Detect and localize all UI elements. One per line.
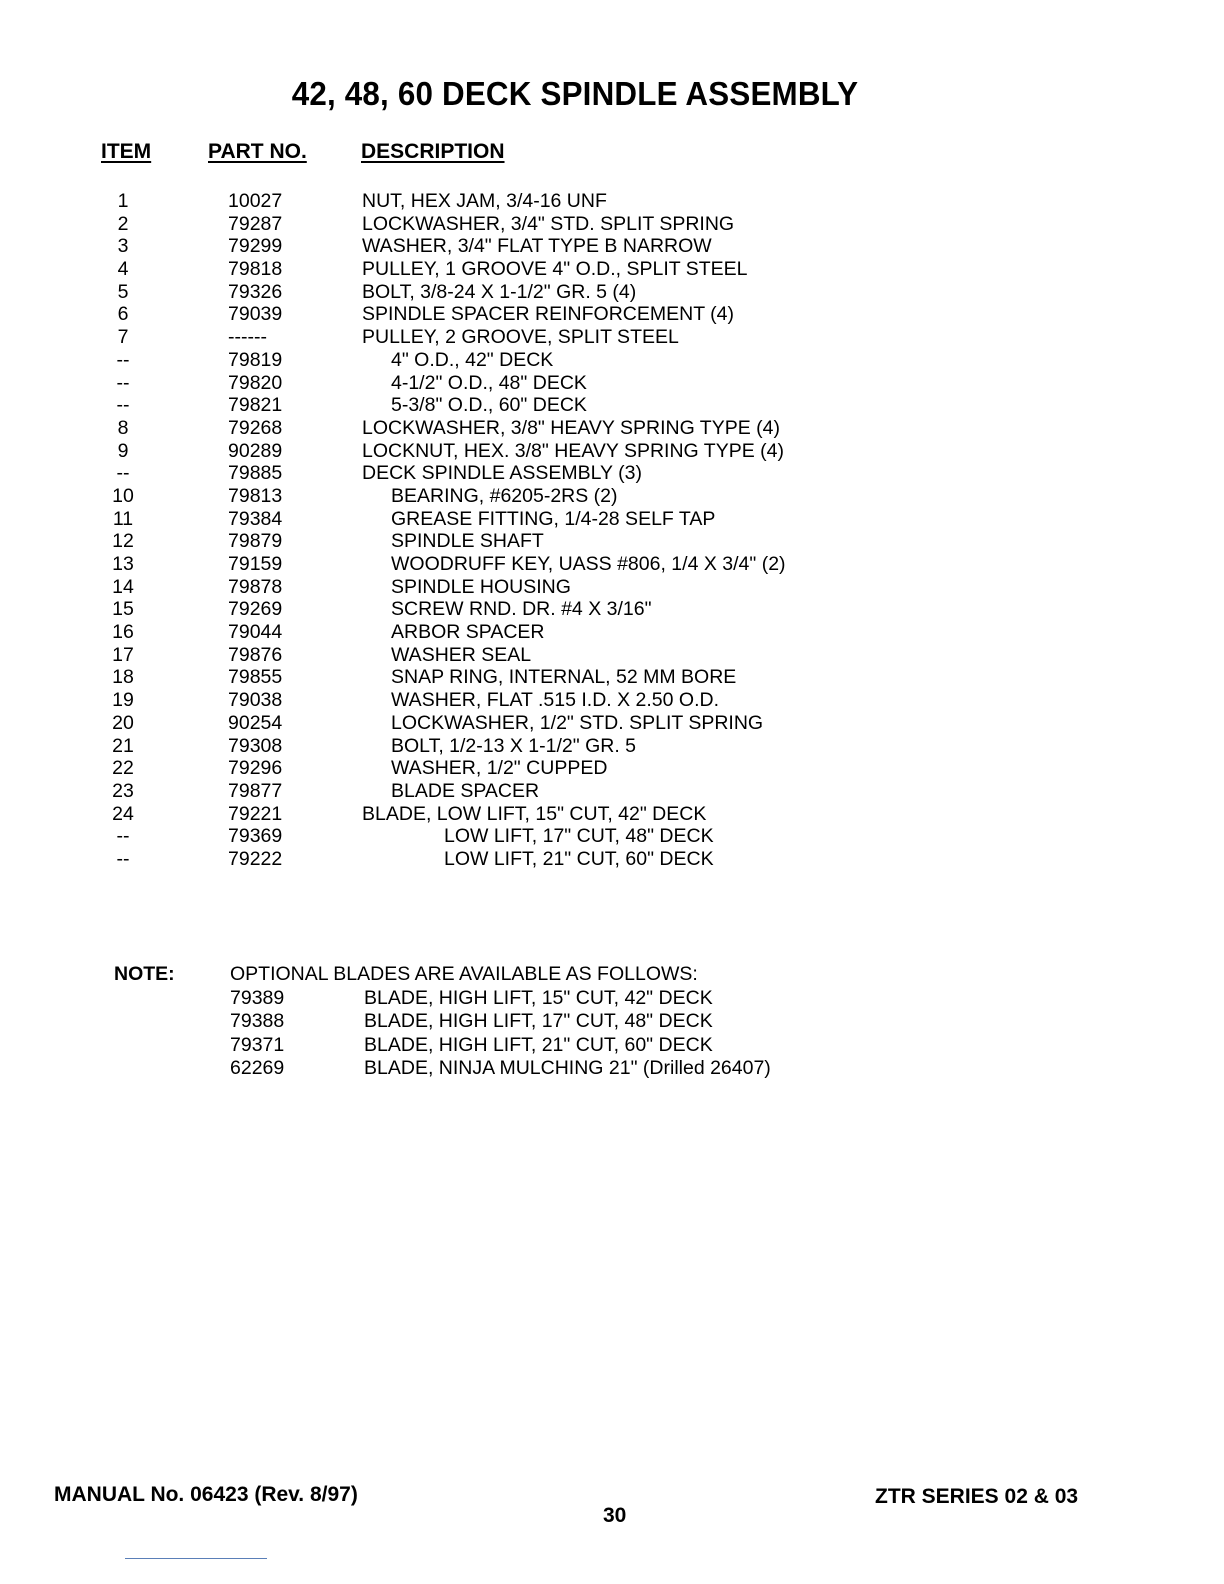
page-number: 30 — [603, 1504, 627, 1527]
table-row — [0, 258, 1224, 281]
part-description: WASHER, 3/4" FLAT TYPE B NARROW — [362, 235, 712, 258]
table-row — [0, 576, 1224, 599]
part-description: BLADE, LOW LIFT, 15" CUT, 42" DECK — [362, 802, 707, 825]
series-label: ZTR SERIES 02 & 03 — [875, 1485, 1079, 1508]
table-row — [0, 757, 1224, 780]
part-description: WASHER, 1/2" CUPPED — [391, 757, 608, 780]
note-part-no: 79388 — [230, 1010, 285, 1032]
part-description: 4-1/2" O.D., 48" DECK — [391, 371, 587, 394]
item-number: -- — [116, 348, 130, 371]
part-number: 79384 — [228, 507, 283, 530]
part-description: SCREW RND. DR. #4 X 3/16" — [391, 598, 652, 621]
item-number: -- — [116, 825, 130, 848]
note-label: NOTE: — [114, 963, 175, 985]
table-row — [0, 349, 1224, 372]
part-number: 10027 — [228, 190, 283, 212]
item-number: 15 — [112, 598, 134, 621]
part-number: 79326 — [228, 280, 283, 303]
part-description: 5-3/8" O.D., 60" DECK — [391, 394, 587, 417]
note-part-no: 79371 — [230, 1033, 285, 1056]
part-description: PULLEY, 2 GROOVE, SPLIT STEEL — [362, 326, 679, 349]
part-number: 79879 — [228, 530, 283, 553]
part-number: 79876 — [228, 643, 283, 666]
part-description: LOW LIFT, 17" CUT, 48" DECK — [444, 825, 714, 848]
table-row — [0, 303, 1224, 326]
table-row — [0, 235, 1224, 258]
part-number: 79818 — [228, 258, 283, 281]
part-description: LOCKWASHER, 1/2" STD. SPLIT SPRING — [391, 711, 764, 734]
table-row — [0, 530, 1224, 553]
item-number: 7 — [117, 326, 129, 349]
table-row — [0, 372, 1224, 395]
part-description: SNAP RING, INTERNAL, 52 MM BORE — [391, 666, 737, 689]
table-row — [0, 394, 1224, 417]
table-row — [0, 621, 1224, 644]
part-description: SPINDLE SHAFT — [391, 530, 544, 553]
item-number: 24 — [112, 802, 134, 825]
table-row — [0, 780, 1224, 803]
part-number: 79877 — [228, 779, 283, 802]
part-number: 79159 — [228, 553, 283, 575]
item-number: 11 — [112, 507, 134, 530]
part-number: ------ — [228, 326, 267, 349]
part-description: LOCKWASHER, 3/8" HEAVY SPRING TYPE (4) — [362, 416, 780, 439]
note-description: BLADE, NINJA MULCHING 21" (Drilled 26407) — [364, 1057, 771, 1079]
item-number: -- — [116, 847, 130, 870]
part-number: 79820 — [228, 371, 283, 394]
table-row — [0, 417, 1224, 440]
item-number: 3 — [117, 235, 129, 258]
part-description: WOODRUFF KEY, UASS #806, 1/4 X 3/4" (2) — [391, 553, 786, 575]
part-number: 79308 — [228, 734, 283, 757]
note-item — [0, 1057, 1224, 1081]
header-part-no: PART NO. — [208, 140, 307, 163]
part-description: SPINDLE HOUSING — [391, 575, 571, 598]
table-row — [0, 825, 1224, 848]
table-row — [0, 598, 1224, 621]
part-description: SPINDLE SPACER REINFORCEMENT (4) — [362, 303, 735, 326]
parts-table — [0, 190, 1224, 871]
table-row — [0, 848, 1224, 871]
part-number: 79044 — [228, 621, 283, 644]
part-number: 79268 — [228, 416, 283, 439]
item-number: 14 — [112, 575, 134, 598]
part-description: LOW LIFT, 21" CUT, 60" DECK — [444, 847, 714, 870]
note-item — [0, 1034, 1224, 1058]
part-number: 79222 — [228, 847, 283, 870]
part-number: 79038 — [228, 689, 283, 712]
part-number: 90289 — [228, 439, 283, 462]
item-number: 20 — [112, 711, 134, 734]
item-number: 12 — [112, 530, 134, 553]
table-row — [0, 213, 1224, 236]
table-row — [0, 440, 1224, 463]
item-number: 18 — [112, 666, 134, 689]
item-number: 22 — [112, 757, 134, 780]
part-number: 79819 — [228, 348, 283, 371]
part-description: WASHER, FLAT .515 I.D. X 2.50 O.D. — [391, 689, 719, 712]
part-description: NUT, HEX JAM, 3/4-16 UNF — [362, 190, 607, 212]
note-description: BLADE, HIGH LIFT, 21" CUT, 60" DECK — [364, 1033, 713, 1056]
part-description: WASHER SEAL — [391, 643, 532, 666]
table-row — [0, 712, 1224, 735]
table-row — [0, 735, 1224, 758]
item-number: 19 — [112, 689, 134, 712]
part-number: 79878 — [228, 575, 283, 598]
part-number: 79821 — [228, 394, 283, 417]
part-number: 79813 — [228, 484, 283, 507]
table-row — [0, 803, 1224, 826]
page-title: 42, 48, 60 DECK SPINDLE ASSEMBLY — [291, 75, 859, 112]
item-number: 10 — [112, 484, 134, 507]
part-number: 79369 — [228, 825, 283, 848]
note-item — [0, 987, 1224, 1011]
table-row — [0, 326, 1224, 349]
table-row — [0, 553, 1224, 576]
part-description: LOCKNUT, HEX. 3/8" HEAVY SPRING TYPE (4) — [362, 439, 784, 462]
part-description: BEARING, #6205-2RS (2) — [391, 484, 618, 507]
item-number: 5 — [117, 280, 129, 303]
manual-number: MANUAL No. 06423 (Rev. 8/97) — [54, 1483, 358, 1506]
table-row — [0, 689, 1224, 712]
item-number: -- — [116, 394, 130, 417]
part-description: GREASE FITTING, 1/4-28 SELF TAP — [391, 507, 716, 530]
part-description: BOLT, 3/8-24 X 1-1/2" GR. 5 (4) — [362, 280, 637, 303]
bottom-rule — [125, 1558, 267, 1559]
table-row — [0, 644, 1224, 667]
item-number: 9 — [117, 439, 129, 462]
note-part-no: 79389 — [230, 986, 285, 1009]
table-row — [0, 462, 1224, 485]
part-number: 79885 — [228, 462, 283, 485]
part-description: DECK SPINDLE ASSEMBLY (3) — [362, 462, 642, 485]
part-number: 79296 — [228, 757, 283, 780]
item-number: 21 — [112, 734, 134, 757]
header-item: ITEM — [101, 140, 152, 163]
part-description: 4" O.D., 42" DECK — [391, 348, 554, 371]
header-description: DESCRIPTION — [361, 140, 505, 163]
part-description: BOLT, 1/2-13 X 1-1/2" GR. 5 — [391, 734, 637, 757]
table-row — [0, 190, 1224, 213]
note-part-no: 62269 — [230, 1057, 285, 1079]
item-number: 23 — [112, 779, 134, 802]
table-row — [0, 508, 1224, 531]
item-number: 13 — [112, 553, 134, 575]
table-row — [0, 485, 1224, 508]
item-number: 2 — [117, 212, 129, 235]
part-number: 79039 — [228, 303, 283, 326]
part-description: ARBOR SPACER — [391, 621, 545, 644]
note-text: OPTIONAL BLADES ARE AVAILABLE AS FOLLOWS: — [230, 963, 698, 985]
part-number: 90254 — [228, 711, 283, 734]
part-number: 79299 — [228, 235, 283, 258]
note-item — [0, 1010, 1224, 1034]
part-description: PULLEY, 1 GROOVE 4" O.D., SPLIT STEEL — [362, 258, 748, 281]
item-number: 1 — [117, 190, 129, 212]
item-number: -- — [116, 462, 130, 485]
note-description: BLADE, HIGH LIFT, 15" CUT, 42" DECK — [364, 986, 713, 1009]
item-number: 17 — [112, 643, 134, 666]
item-number: -- — [116, 371, 130, 394]
item-number: 8 — [117, 416, 129, 439]
table-row — [0, 666, 1224, 689]
note-description: BLADE, HIGH LIFT, 17" CUT, 48" DECK — [364, 1010, 713, 1032]
part-number: 79287 — [228, 212, 283, 235]
item-number: 4 — [117, 258, 129, 281]
item-number: 16 — [112, 621, 134, 644]
part-description: LOCKWASHER, 3/4" STD. SPLIT SPRING — [362, 212, 735, 235]
part-number: 79221 — [228, 802, 283, 825]
part-number: 79855 — [228, 666, 283, 689]
item-number: 6 — [117, 303, 129, 326]
part-number: 79269 — [228, 598, 283, 621]
part-description: BLADE SPACER — [391, 779, 540, 802]
table-row — [0, 281, 1224, 304]
note-section — [0, 963, 1224, 1081]
